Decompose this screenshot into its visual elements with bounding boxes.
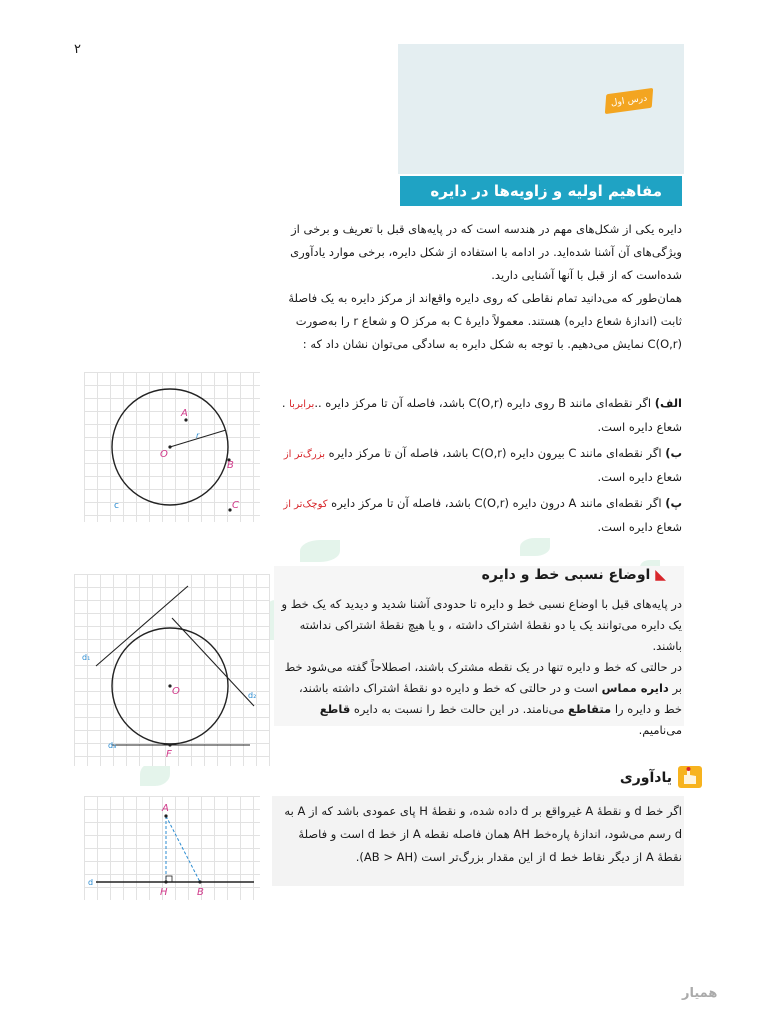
label-d: d (88, 878, 94, 887)
section-marker-icon: ◣ (655, 567, 666, 583)
handwritten-answer: کوچک‌تر از (283, 499, 328, 510)
text-run: می‌نامیم. (638, 723, 682, 737)
handwritten-answer: برابربا (289, 399, 315, 410)
title-bar (400, 176, 682, 206)
text-run: در حالتی که خط و دایره تنها در یک نقطه مشترک باشند، اصطلاحاً گفته می‌شود خط بر (284, 660, 682, 695)
center-point (168, 445, 171, 448)
item-text-end: . شعاع دایره است. (281, 396, 682, 434)
label-d2: d₂ (248, 691, 257, 700)
label-r: r (196, 431, 200, 440)
point-b (198, 880, 201, 883)
line-d1 (96, 586, 188, 666)
section-paragraph-1: در پایه‌های قبل با اوضاع نسبی خط و دایره تا حدودی آشنا شدید و دیدید که یک خط و یک دایره می‌توانند یک یا دو نقطهٔ اشتراک داشته ، و یا هیچ نقطهٔ اشتراکی نداشته باشند. (281, 597, 682, 653)
text-run: است و در حالتی که خط و دایره دو نقطهٔ اشتراک داشته باشند، خط و دایره را (298, 681, 682, 716)
intro-text (276, 218, 682, 356)
list-item (268, 442, 682, 489)
item-text: اگر نقطه‌ای مانند A درون دایره C(O,r) باشد، فاصله آن تا مرکز دایره (331, 496, 662, 510)
page-number: ۲ (74, 42, 81, 57)
label-f: F (166, 749, 172, 760)
lesson-tag-label: درس اول (610, 93, 648, 109)
label-o: O (160, 449, 168, 460)
item-text-end: شعاع دایره است. (597, 520, 682, 534)
label-h: H (160, 887, 168, 898)
label-c: C (232, 500, 239, 511)
reminder-hand-icon (678, 766, 702, 788)
section-paragraph-2 (278, 657, 682, 741)
item-text: اگر نقطه‌ای مانند C بیرون دایره C(O,r) باشد، فاصله آن تا مرکز دایره (328, 446, 662, 460)
point-a (164, 814, 167, 817)
label-d1: d₁ (82, 653, 91, 662)
figure-line-circle-positions (74, 574, 270, 766)
section-title (482, 567, 666, 583)
tangent-point (168, 743, 171, 746)
reminder-body: اگر خط d و نقطهٔ A غیرواقع بر d داده شده، و نقطهٔ H پای عمودی باشد که از A به d رسم می‌شود، اندازهٔ پاره‌خط AH همان فاصله نقطه A از خط d است و فاصلهٔ نقطهٔ A از دیگر نقاط خط d از این مقدار بزرگ‌تر است (AB > AH). (284, 804, 682, 864)
item-label: پ) (665, 496, 682, 510)
term-secant: قاطع (319, 702, 351, 716)
list-item (268, 392, 682, 439)
section-body (278, 594, 682, 741)
footer-logo: همیار (682, 986, 718, 1001)
handwritten-answer: بزرگ‌تر از (283, 449, 326, 460)
figure-circle-points (84, 372, 260, 522)
segment-ab (166, 816, 200, 882)
text-run: می‌نامند. در این حالت خط را نسبت به دایره (353, 702, 565, 716)
label-a: A (162, 803, 169, 814)
label-d3: d₃ (108, 741, 117, 750)
term-intersecting: متقاطع (568, 702, 612, 716)
item-label: ب) (665, 446, 682, 460)
label-b: B (227, 460, 234, 471)
list-item (268, 492, 682, 539)
term-tangent: دایره مماس (601, 681, 669, 695)
point-position-list (268, 392, 682, 542)
intro-paragraph-1: دایره یکی از شکل‌های مهم در هندسه است که در پایه‌های قبل با تعریف و برخی از ویژگی‌های آن آشنا شده‌اید. در ادامه با استفاده از شکل دایره، برخی موارد یادآوری شده‌است که از قبل با آنها آشنایی دارید. (290, 222, 682, 282)
line-d2 (172, 618, 257, 706)
point-h (164, 880, 167, 883)
item-text: اگر نقطه‌ای مانند B روی دایره C(O,r) باشد، فاصله آن تا مرکز دایره .. (314, 396, 652, 410)
label-circle-c: c (114, 501, 119, 511)
label-o: O (172, 686, 180, 697)
item-label: الف) (654, 396, 682, 410)
page-title: مفاهیم اولیه و زاویه‌ها در دایره (430, 182, 662, 200)
label-a: A (181, 408, 188, 419)
reminder-title: یادآوری (619, 770, 672, 786)
item-text-end: شعاع دایره است. (597, 470, 682, 484)
label-b: B (197, 887, 204, 898)
section-title-text: اوضاع نسبی خط و دایره (481, 567, 651, 583)
figure-point-line-distance (84, 796, 260, 900)
intro-paragraph-2: همان‌طور که می‌دانید تمام نقاطی که روی دایره واقع‌اند از مرکز دایره به یک فاصلهٔ ثابت (اندازهٔ شعاع دایره) هستند. معمولاً دایرهٔ C به مرکز O و شعاع r را به‌صورت C(O,r) نمایش می‌دهیم. با توجه به شکل دایره به سادگی می‌توان نشان داد که : (288, 291, 682, 351)
